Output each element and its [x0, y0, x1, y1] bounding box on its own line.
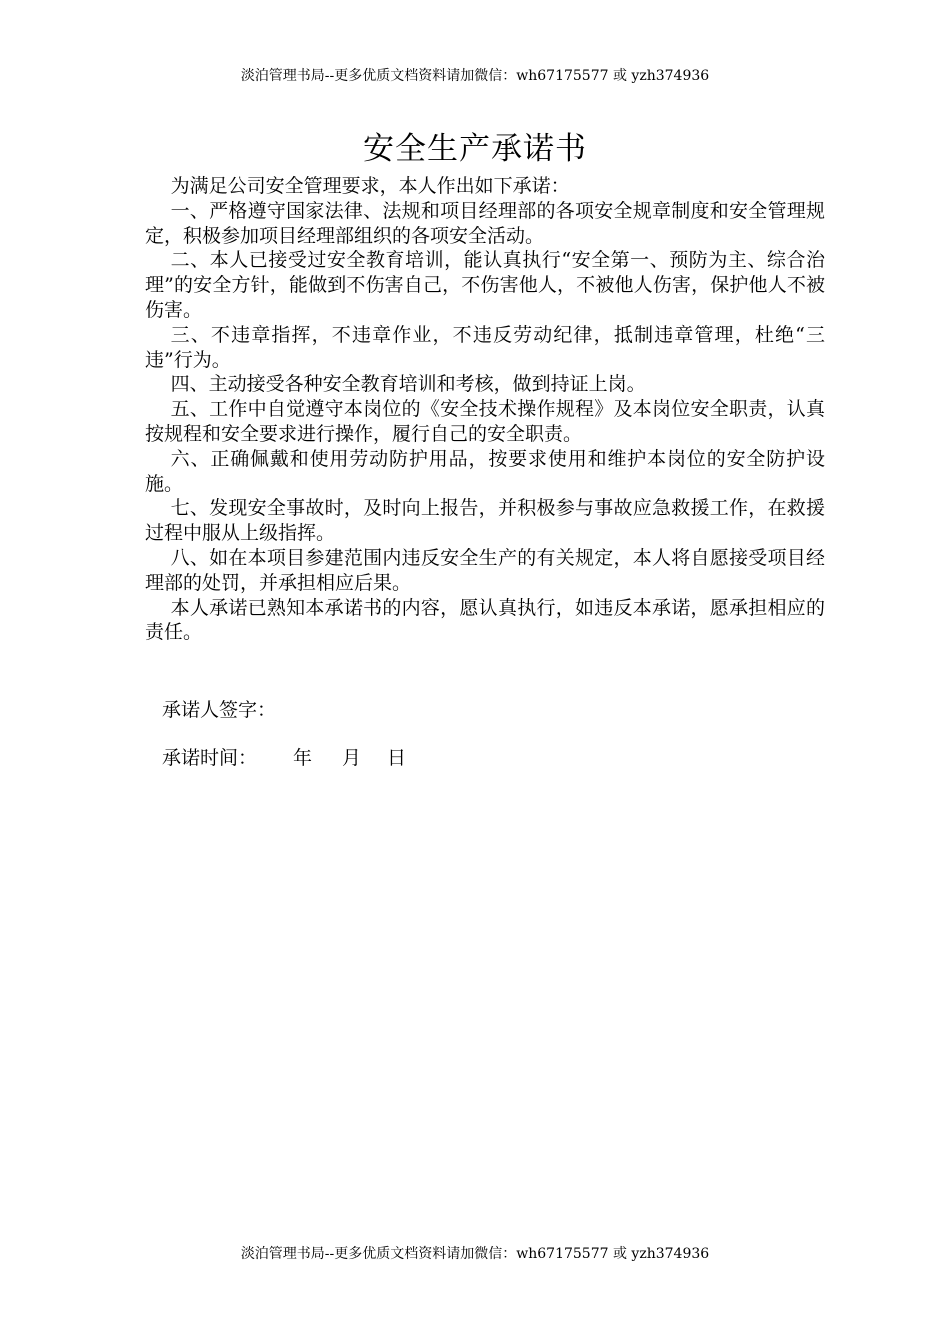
day-unit: 日	[387, 747, 407, 769]
document-body	[145, 174, 825, 645]
header-note: 淡泊管理书局--更多优质文档资料请加微信：wh67175577 或 yzh374936	[240, 68, 710, 84]
intro-paragraph: 为满足公司安全管理要求，本人作出如下承诺：	[170, 175, 570, 197]
clause-1: 一、严格遵守国家法律、法规和项目经理部的各项安全规章制度和安全管理规定，积极参加项目经理部组织的各项安全活动。	[145, 199, 825, 247]
closing-paragraph: 本人承诺已熟知本承诺书的内容，愿认真执行，如违反本承诺，愿承担相应的责任。	[145, 596, 825, 644]
clause-4: 四、主动接受各种安全教育培训和考核，做到持证上岗。	[170, 373, 646, 396]
month-unit: 月	[342, 747, 362, 769]
clause-8: 八、如在本项目参建范围内违反安全生产的有关规定，本人将自愿接受项目经理部的处罚，并承担相应后果。	[145, 546, 825, 594]
clause-6: 六、正确佩戴和使用劳动防护用品，按要求使用和维护本岗位的安全防护设施。	[145, 447, 825, 495]
date-label: 承诺时间：	[162, 747, 258, 769]
signer-signature-line	[162, 697, 276, 723]
commitment-date-line	[162, 745, 406, 771]
document-title: 安全生产承诺书	[363, 131, 587, 167]
clause-7: 七、发现安全事故时，及时向上报告，并积极参与事故应急救援工作，在救援过程中服从上级指挥。	[145, 497, 825, 545]
clause-5: 五、工作中自觉遵守本岗位的《安全技术操作规程》及本岗位安全职责，认真按规程和安全要求进行操作，履行自己的安全职责。	[145, 398, 825, 445]
year-unit: 年	[293, 747, 313, 769]
footer-note: 淡泊管理书局--更多优质文档资料请加微信：wh67175577 或 yzh374936	[240, 1246, 710, 1262]
clause-3: 三、不违章指挥，不违章作业，不违反劳动纪律，抵制违章管理，杜绝“三违”行为。	[145, 323, 825, 371]
signer-label: 承诺人签字：	[162, 699, 277, 721]
clause-2: 二、本人已接受过安全教育培训，能认真执行“安全第一、预防为主、综合治理”的安全方针，能做到不伤害自己，不伤害他人，不被他人伤害，保护他人不被伤害。	[145, 249, 825, 321]
